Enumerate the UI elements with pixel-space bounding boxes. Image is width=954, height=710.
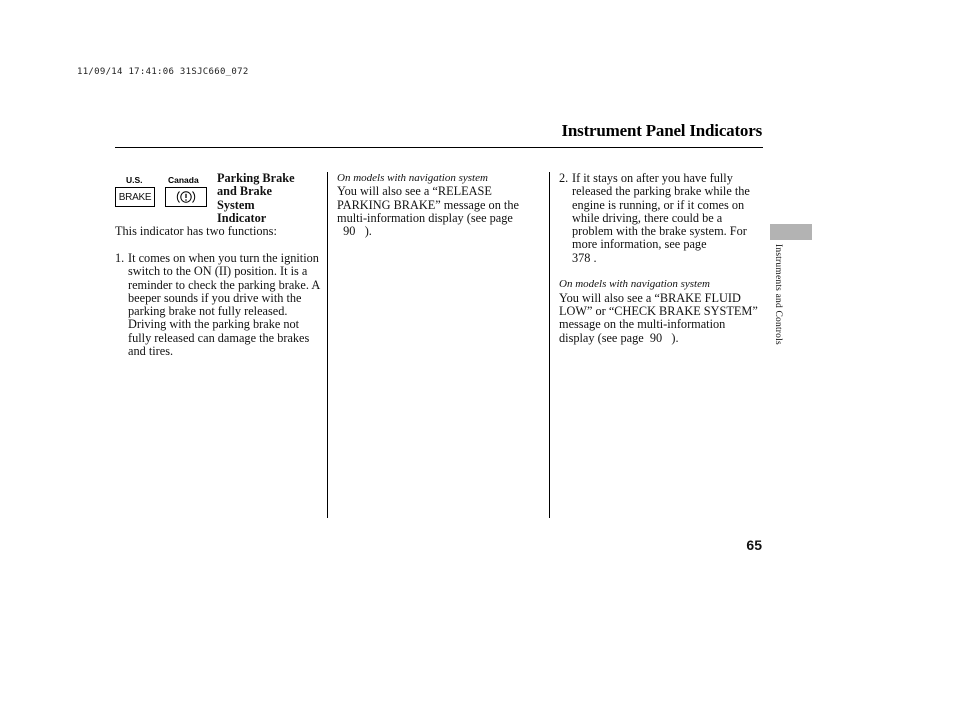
body-text: You will also see a “RELEASE PARKING BRAKE” message on the multi-information display (see page xyxy=(337,184,519,225)
list-item-text: It comes on when you turn the ignition switch to the ON (II) position. It is a reminder to check the parking brake. A beeper sounds if you drive with the parking brake not fully released. Driving with the parking brake not fully released can damage the brakes and tires. xyxy=(128,251,320,359)
indicator-heading-line: System xyxy=(217,197,255,212)
indicator-heading-line: Indicator xyxy=(217,210,267,225)
release-brake-message-text xyxy=(337,185,543,238)
indicator-heading-line: Parking Brake xyxy=(217,171,295,185)
column-divider-left xyxy=(327,172,328,518)
indicator-heading-line: and Brake xyxy=(217,184,273,199)
circle-exclamation-icon xyxy=(173,189,199,205)
page-reference-link[interactable]: 90 xyxy=(649,330,663,345)
brake-warning-icon xyxy=(165,187,207,207)
column-right xyxy=(559,172,763,345)
list-item-text: If it stays on after you have fully released the parking brake while the engine is running, or if it comes on while driving, there could be a problem with the brake system. For more information, see page xyxy=(572,171,750,252)
intro-text: This indicator has two functions: xyxy=(115,224,277,238)
section-tab-marker xyxy=(770,224,812,240)
list-item-number: 1. xyxy=(115,251,125,265)
list-item xyxy=(115,252,321,358)
section-title: Instrument Panel Indicators xyxy=(561,121,762,140)
list-item xyxy=(559,172,763,265)
column-middle xyxy=(337,172,543,238)
navigation-note: On models with navigation system xyxy=(337,172,488,184)
body-text: You will also see a “BRAKE FLUID LOW” or “CHECK BRAKE SYSTEM” message on the multi-information display (see page xyxy=(559,290,758,345)
brake-icon-text: BRAKE xyxy=(118,191,152,203)
print-timestamp: 11/09/14 17:41:06 31SJC660_072 xyxy=(77,67,249,77)
canada-label: Canada xyxy=(168,175,199,185)
us-label: U.S. xyxy=(126,175,143,185)
brake-fluid-message-text xyxy=(559,292,763,345)
body-text-tail: ). xyxy=(364,224,372,239)
page-reference-link[interactable]: 378 xyxy=(572,250,591,265)
body-text-tail: ). xyxy=(671,330,679,345)
column-divider-right xyxy=(549,172,550,518)
function-list xyxy=(115,252,321,358)
section-side-label: Instruments and Controls xyxy=(773,244,783,345)
navigation-note: On models with navigation system xyxy=(559,278,710,291)
page-number: 65 xyxy=(746,537,762,553)
page-reference-link[interactable]: 90 xyxy=(343,224,356,239)
list-item-number: 2. xyxy=(559,171,569,185)
list-item-tail: . xyxy=(593,250,597,265)
header-rule xyxy=(115,147,763,148)
indicator-heading xyxy=(217,172,327,225)
brake-indicator-icon xyxy=(115,187,155,207)
